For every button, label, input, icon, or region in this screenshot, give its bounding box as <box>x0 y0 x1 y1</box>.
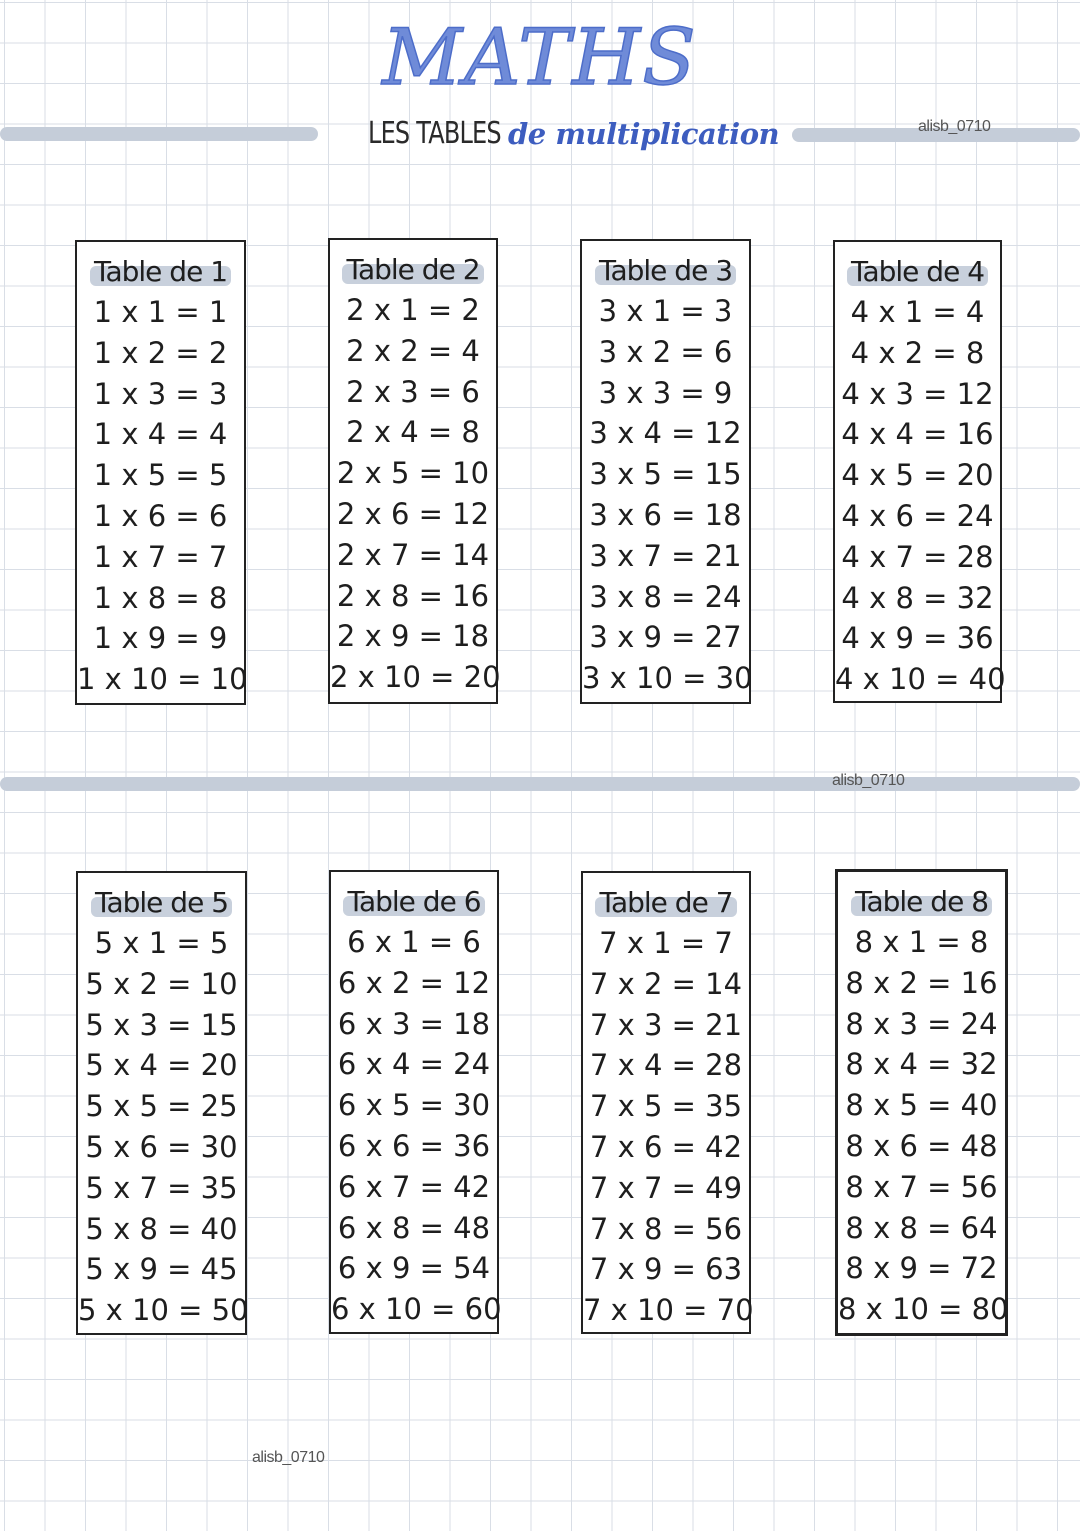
table-row: 8 x 3 = 24 <box>845 1006 998 1041</box>
table-row: 2 x 10 = 20 <box>330 660 501 695</box>
table-row: 2 x 5 = 10 <box>336 456 490 491</box>
top-left-band <box>0 127 318 141</box>
table-title: Table de 5 <box>78 883 245 923</box>
table-row: 8 x 6 = 48 <box>845 1128 998 1163</box>
page-title: MATHS <box>382 13 698 103</box>
table-row: 1 x 10 = 10 <box>77 662 248 697</box>
table-row: 7 x 4 = 28 <box>589 1048 743 1083</box>
table-row: 2 x 2 = 4 <box>346 333 480 368</box>
table-row: 4 x 10 = 40 <box>835 662 1006 697</box>
table-row: 5 x 5 = 25 <box>85 1089 238 1124</box>
table-row: 2 x 9 = 18 <box>336 619 490 654</box>
table-row: 1 x 4 = 4 <box>93 417 228 452</box>
table-row: 3 x 3 = 9 <box>598 375 733 410</box>
table-row: 6 x 7 = 42 <box>337 1169 491 1204</box>
table-5 <box>76 871 247 1335</box>
table-row: 6 x 5 = 30 <box>337 1088 491 1123</box>
table-row: 5 x 8 = 40 <box>85 1211 238 1246</box>
table-row: 3 x 9 = 27 <box>589 620 742 655</box>
table-row: 4 x 8 = 32 <box>841 580 994 615</box>
table-title: Table de 6 <box>331 882 497 922</box>
table-3 <box>580 239 751 704</box>
table-2 <box>328 238 501 704</box>
subtitle-script: de multiplication <box>508 117 780 151</box>
table-row: 8 x 2 = 16 <box>845 965 998 1000</box>
table-row: 8 x 1 = 8 <box>854 925 989 959</box>
table-title: Table de 8 <box>838 882 1005 922</box>
table-row: 3 x 7 = 21 <box>589 538 742 573</box>
table-row: 4 x 6 = 24 <box>841 498 994 533</box>
table-row: 3 x 4 = 12 <box>589 416 742 451</box>
table-row: 7 x 10 = 70 <box>583 1293 754 1328</box>
table-row: 4 x 4 = 16 <box>841 417 994 452</box>
table-row: 4 x 5 = 20 <box>841 458 994 493</box>
table-row: 2 x 8 = 16 <box>336 578 490 613</box>
table-row: 3 x 8 = 24 <box>589 579 742 614</box>
table-row: 3 x 5 = 15 <box>589 457 742 492</box>
table-row: 6 x 4 = 24 <box>337 1047 491 1082</box>
table-row: 2 x 7 = 14 <box>336 537 490 572</box>
table-title: Table de 3 <box>582 251 749 291</box>
watermark-middle: alisb_0710 <box>832 772 905 789</box>
table-row: 1 x 2 = 2 <box>93 335 228 370</box>
table-row: 5 x 4 = 20 <box>85 1048 238 1083</box>
table-row: 2 x 4 = 8 <box>346 415 480 450</box>
middle-band <box>0 777 1080 791</box>
table-row: 6 x 2 = 12 <box>337 965 491 1000</box>
table-row: 5 x 9 = 45 <box>85 1252 238 1287</box>
table-row: 1 x 3 = 3 <box>93 376 228 411</box>
table-row: 8 x 4 = 32 <box>845 1047 998 1082</box>
subtitle-main: LES TABLES <box>368 116 501 151</box>
table-row: 4 x 2 = 8 <box>850 335 985 370</box>
table-title: Table de 2 <box>330 250 496 290</box>
table-title: Table de 1 <box>77 252 244 292</box>
table-row: 3 x 10 = 30 <box>582 661 753 696</box>
table-row: 2 x 3 = 6 <box>346 374 480 409</box>
table-row: 2 x 6 = 12 <box>336 496 490 531</box>
table-6 <box>329 870 502 1334</box>
table-row: 5 x 3 = 15 <box>85 1007 238 1042</box>
table-row: 3 x 2 = 6 <box>598 334 733 369</box>
table-row: 8 x 7 = 56 <box>845 1169 998 1204</box>
table-row: 1 x 8 = 8 <box>93 580 228 615</box>
table-row: 8 x 9 = 72 <box>845 1251 998 1286</box>
table-row: 5 x 2 = 10 <box>85 966 238 1001</box>
subtitle <box>368 112 788 156</box>
table-row: 7 x 9 = 63 <box>589 1252 743 1287</box>
table-row: 6 x 1 = 6 <box>347 925 481 959</box>
watermark-top: alisb_0710 <box>918 118 991 135</box>
table-row: 8 x 10 = 80 <box>838 1292 1009 1327</box>
table-row: 6 x 10 = 60 <box>331 1292 502 1327</box>
table-row: 1 x 5 = 5 <box>93 458 228 493</box>
table-4 <box>833 240 1006 703</box>
table-row: 2 x 1 = 2 <box>346 293 480 327</box>
table-row: 1 x 7 = 7 <box>93 539 228 574</box>
table-row: 1 x 1 = 1 <box>93 295 228 329</box>
table-7 <box>581 871 754 1334</box>
table-row: 4 x 9 = 36 <box>841 621 994 656</box>
table-row: 7 x 6 = 42 <box>589 1129 743 1164</box>
table-row: 5 x 7 = 35 <box>85 1170 238 1205</box>
table-row: 6 x 9 = 54 <box>337 1251 491 1286</box>
table-row: 7 x 5 = 35 <box>589 1089 743 1124</box>
table-title: Table de 4 <box>835 252 1000 292</box>
table-row: 6 x 3 = 18 <box>337 1006 491 1041</box>
table-row: 7 x 3 = 21 <box>589 1007 743 1042</box>
watermark-bottom: alisb_0710 <box>252 1449 325 1466</box>
table-1 <box>75 240 246 705</box>
table-row: 8 x 8 = 64 <box>845 1210 998 1245</box>
table-row: 6 x 8 = 48 <box>337 1210 491 1245</box>
table-row: 4 x 7 = 28 <box>841 539 994 574</box>
table-row: 5 x 1 = 5 <box>94 926 229 960</box>
table-row: 7 x 2 = 14 <box>589 966 743 1001</box>
table-row: 3 x 1 = 3 <box>598 294 733 328</box>
table-row: 7 x 1 = 7 <box>599 926 733 960</box>
table-row: 7 x 8 = 56 <box>589 1211 743 1246</box>
table-row: 1 x 6 = 6 <box>93 498 228 533</box>
table-row: 6 x 6 = 36 <box>337 1128 491 1163</box>
table-8 <box>835 869 1008 1336</box>
table-row: 7 x 7 = 49 <box>589 1170 743 1205</box>
table-row: 5 x 6 = 30 <box>85 1129 238 1164</box>
table-title: Table de 7 <box>583 883 749 923</box>
table-row: 1 x 9 = 9 <box>93 621 228 656</box>
table-row: 4 x 3 = 12 <box>841 376 994 411</box>
table-row: 5 x 10 = 50 <box>78 1293 249 1328</box>
table-row: 4 x 1 = 4 <box>850 295 985 329</box>
table-row: 8 x 5 = 40 <box>845 1088 998 1123</box>
table-row: 3 x 6 = 18 <box>589 497 742 532</box>
